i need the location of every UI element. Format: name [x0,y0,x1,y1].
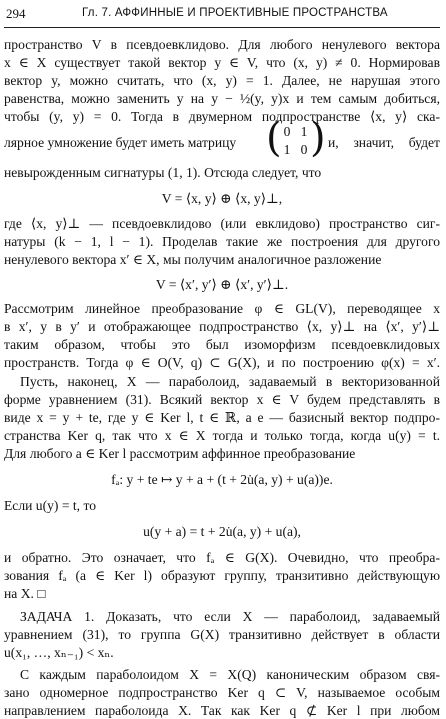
text-line: невырожденным сигнатуры (1, 1). Отсюда следует, что [4,165,322,180]
formula: V = ⟨x′, y′⟩ ⊕ ⟨x′, y′⟩⊥. [155,277,289,292]
running-title: Гл. 7. АФФИННЫЕ И ПРОЕКТИВНЫЕ ПРОСТРАНСТВА [82,7,388,19]
text-line: u(x₁, …, xₙ₋₁) < xₙ. [4,645,114,660]
text-line: пространств. Тогда φ ∈ O(V, q) ⊂ G(X), и по построению φ(x) = x′. [4,355,440,370]
formula: fₐ: y + te ↦ y + a + (t + 2u̇(a, y) + u(a))e. [111,472,333,487]
text-line: где ⟨x, y⟩⊥ — псевдоевклидово (или евклидово) пространство сиг- [4,216,440,231]
matrix-right-paren: ) [310,115,326,161]
text-line: форме уравнением (31). Всякий вектор x ∈ V будем представлять в [4,392,440,407]
book-page [4,0,440,718]
formula: u(y + a) = t + 2u̇(a, y) + u(a), [143,524,301,539]
text-line: и, значит, будет [328,135,440,150]
text-line: странства Ker q, так что x ∈ X тогда и только тогда, когда u(y) = t. [4,428,440,443]
matrix-cell: 0 [283,124,291,139]
text-line: С каждым параболоидом X = X(Q) каноническим образом свя- [20,667,440,682]
text-line: Если u(y) = t, то [4,498,97,513]
task-statement: ЗАДАЧА 1. Доказать, что если X — параболоид, задаваемый [20,609,440,624]
text-line: в x′, y в y′ и отображающее подпространство ⟨x, y⟩⊥ на ⟨x′, y′⟩⊥ [4,319,440,334]
text-line: пространство V в псевдоевклидово. Для любого ненулевого вектора [4,37,440,52]
text-line: лярное умножение будет иметь матрицу [4,135,237,150]
text-line: зано одномерное подпространство Ker q ⊂ V, называемое особым [4,685,440,700]
matrix-cell: 1 [300,124,308,139]
text-line: x ∈ X существует такой вектор y ∈ V, что (x, y) ≠ 0. Нормировав [4,55,440,70]
text-line: зования fₐ (a ∈ Ker l) образуют группу, транзитивно действующую [4,568,440,583]
text-line: и обратно. Это означает, что fₐ ∈ G(X). Очевидно, что преобра- [4,550,440,565]
text-line: направлением параболоида X. Так как Ker q ⊄ Ker l при любом [4,703,440,718]
text-line: таким образом, чтобы это был изоморфизм псевдоевклидовых [4,337,440,352]
text-line: на X. □ [4,586,46,601]
text-line: ненулевого вектора x′ ∈ X, мы получим аналогичное разложение [4,252,382,267]
page-number: 294 [6,6,26,21]
text-line: виде x = y + te, где y ∈ Ker l, t ∈ ℝ, а e — базисный вектор подпро- [4,410,440,425]
matrix-cell: 1 [283,142,291,157]
header-rule [4,27,440,28]
text-line: уравнением (31), то группа G(X) транзитивно действует в области [4,627,440,642]
formula: V = ⟨x, y⟩ ⊕ ⟨x, y⟩⊥, [161,191,283,206]
text-line: Для любого a ∈ Ker l рассмотрим аффинное преобразование [4,446,356,461]
text-line: Пусть, наконец, X — параболоид, задаваемый в векторизованной [20,374,440,389]
text-line: натуры (k − 1, l − 1). Проделав такие же построения для другого [4,234,440,249]
page-header [4,4,440,26]
text-line: Рассмотрим линейное преобразование φ ∈ GL(V), переводящее x [4,301,440,316]
matrix-left-paren: ( [266,115,282,161]
text-line: чтобы (y, y) = 0. Тогда в двумерном подпространстве ⟨x, y⟩ ска- [4,109,440,124]
text-line: вектор y, можно считать, что (x, y) = 1. Далее, не нарушая этого [4,73,440,88]
matrix-cell: 0 [300,142,308,157]
text-line: равенства, можно заменить y на y − ½(y, y)x и тем самым добиться, [4,91,440,106]
